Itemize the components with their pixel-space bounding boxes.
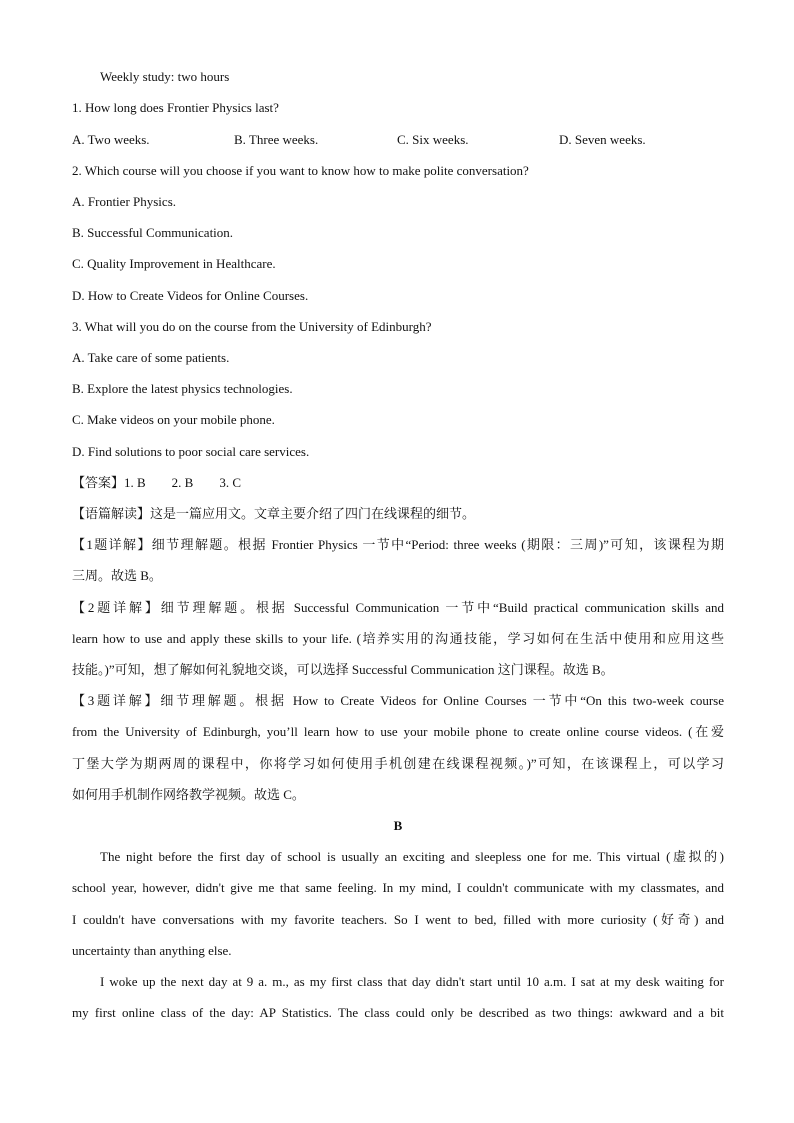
q3-detail-line-2: from the University of Edinburgh, you’ll learn how to use your mobile phone to create online course videos. (在爱 xyxy=(72,724,724,739)
q1-option-a: A. Two weeks. xyxy=(72,132,150,147)
question-2: 2. Which course will you choose if you want to know how to make polite conversation? xyxy=(72,163,529,178)
paragraph-1-line-2: school year, however, didn't give me that same feeling. In my mind, I couldn't communicate with my classmates, and xyxy=(72,880,724,895)
weekly-study-line: Weekly study: two hours xyxy=(100,69,230,84)
q2-option-b: B. Successful Communication. xyxy=(72,225,234,240)
section-heading-b: B xyxy=(393,818,403,833)
q2-detail-line-2: learn how to use and apply these skills to your life. (培养实用的沟通技能，学习如何在生活中使用和应用这些 xyxy=(72,631,724,646)
answer-line: 【答案】1. B 2. B 3. C xyxy=(72,475,242,490)
q3-option-c: C. Make videos on your mobile phone. xyxy=(72,412,275,427)
q1-detail-line-2: 三周。故选 B。 xyxy=(72,568,162,583)
q2-option-a: A. Frontier Physics. xyxy=(72,194,176,209)
q3-detail-line-4: 如何用手机制作网络教学视频。故选 C。 xyxy=(72,787,305,802)
q3-option-a: A. Take care of some patients. xyxy=(72,350,230,365)
q3-option-d: D. Find solutions to poor social care services. xyxy=(72,444,310,459)
q2-detail-line-3: 技能。)”可知，想了解如何礼貌地交谈，可以选择 Successful Communication 这门课程。故选 B。 xyxy=(72,662,614,677)
question-3: 3. What will you do on the course from the University of Edinburgh? xyxy=(72,319,432,334)
q2-option-d: D. How to Create Videos for Online Courses. xyxy=(72,288,309,303)
q1-detail-line-1: 【1题详解】细节理解题。根据 Frontier Physics 一节中“Period: three weeks (期限：三周)”可知，该课程为期 xyxy=(72,537,724,552)
q3-option-b: B. Explore the latest physics technologies. xyxy=(72,381,293,396)
q1-option-b: B. Three weeks. xyxy=(234,132,319,147)
q3-detail-line-1: 【3题详解】细节理解题。根据 How to Create Videos for Online Courses 一节中“On this two-week course xyxy=(72,693,724,708)
question-1: 1. How long does Frontier Physics last? xyxy=(72,100,279,115)
paragraph-1-line-1: The night before the first day of school is usually an exciting and sleepless one for me. This virtual (虚拟的) xyxy=(100,849,724,864)
q2-option-c: C. Quality Improvement in Healthcare. xyxy=(72,256,276,271)
q3-detail-line-3: 丁堡大学为期两周的课程中，你将学习如何使用手机创建在线课程视频。)”可知，在该课程上，可以学习 xyxy=(72,756,724,771)
paragraph-1-line-3: I couldn't have conversations with my favorite teachers. So I went to bed, filled with more curiosity (好奇) and xyxy=(72,912,724,927)
paragraph-2-line-1: I woke up the next day at 9 a. m., as my first class that day didn't start until 10 a.m. I sat at my desk waiting for xyxy=(100,974,724,989)
passage-overview: 【语篇解读】这是一篇应用文。文章主要介绍了四门在线课程的细节。 xyxy=(72,506,476,521)
paragraph-2-line-2: my first online class of the day: AP Statistics. The class could only be described as two things: awkward and a bit xyxy=(72,1005,724,1020)
q1-option-d: D. Seven weeks. xyxy=(559,132,646,147)
q2-detail-line-1: 【2题详解】细节理解题。根据 Successful Communication 一节中“Build practical communication skills and xyxy=(72,600,724,615)
q1-option-c: C. Six weeks. xyxy=(397,132,469,147)
paragraph-1-line-4: uncertainty than anything else. xyxy=(72,943,232,958)
